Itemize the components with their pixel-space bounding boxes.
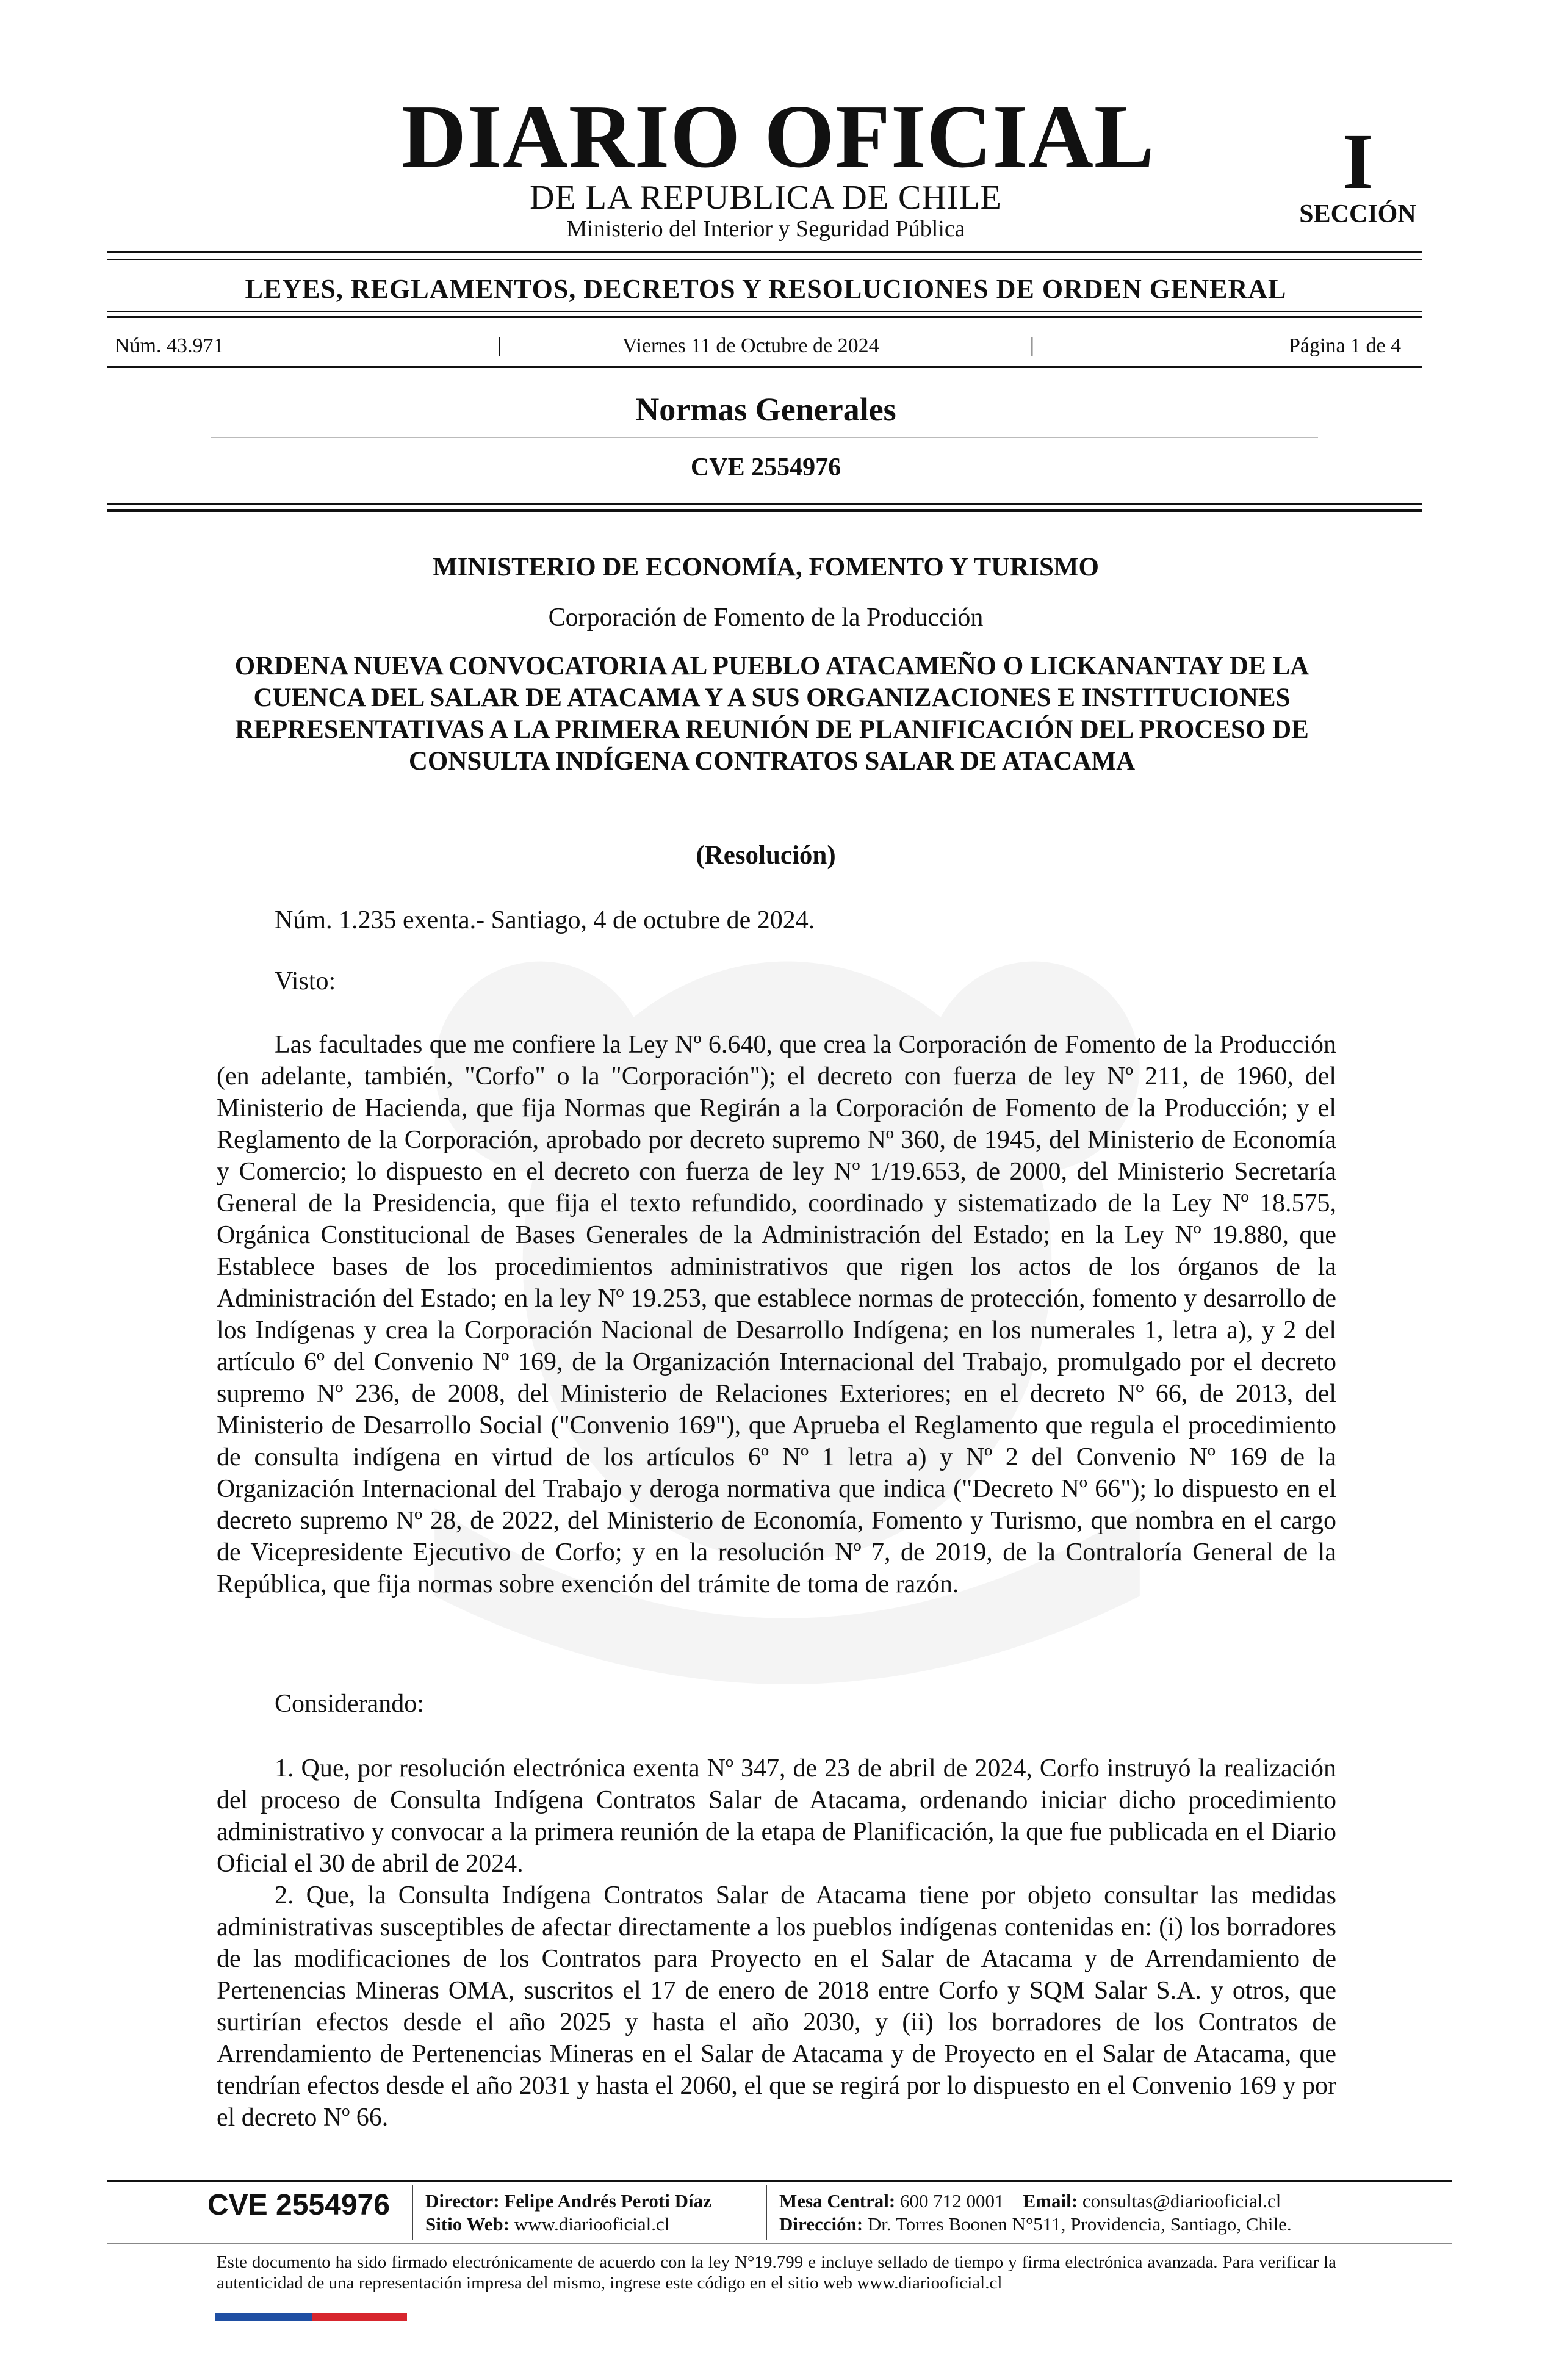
footer-divider-1: [412, 2185, 413, 2240]
address-label: Dirección:: [779, 2213, 863, 2235]
page-indicator: Página 1 de 4: [1289, 334, 1402, 357]
considerando-paragraph-2: 2. Que, la Consulta Indígena Contratos Salar de Atacama tiene por objeto consultar las medidas administrativas susceptibles de afectar directamente a los pueblos indígenas contenidas en: (i) los borradores de las modificaciones de los Contratos para Proyecto en el Salar de Atacama y de Arrendamiento de Pertenencias Mineras OMA, suscritos el 17 de enero de 2018 entre Corfo y SQM Salar S.A. y otros, que surtirían efectos desde el año 2025 y hasta el año 2030, y (ii) los borradores de los Contratos de Arrendamiento de Pertenencias Mineras en el Salar de Atacama y de Proyecto en el Salar de Atacama, que tendrían efectos desde el año 2031 y hasta el 2060, el que se regirá por lo dispuesto en el Convenio 169 y por el decreto Nº 66.: [217, 1881, 1336, 2132]
header-band: LEYES, REGLAMENTOS, DECRETOS Y RESOLUCIONES DE ORDEN GENERAL: [245, 274, 1287, 304]
corporation-heading: Corporación de Fomento de la Producción: [548, 604, 984, 632]
section-title-rule: [211, 437, 1318, 438]
section-title: Normas Generales: [635, 391, 896, 428]
considerando-paragraph-1: 1. Que, por resolución electrónica exenta Nº 347, de 23 de abril de 2024, Corfo instruyó la realización del proceso de Consulta Indígena Contratos Salar de Atacama, ordenando iniciar dicho procedimiento administrativo y convocar a la primera reunión de la etapa de Planificación, la que fue publicada en el Diario Oficial el 30 de abril de 2024.: [217, 1754, 1336, 1878]
flag-bar-blue: [215, 2313, 312, 2321]
cve-rule-1: [107, 503, 1422, 505]
email-label: Email:: [1023, 2190, 1078, 2212]
meta-rule: [107, 366, 1422, 368]
cve-rule-2: [107, 509, 1422, 512]
meta-separator-1: |: [497, 334, 502, 357]
footer-divider-2: [766, 2185, 767, 2240]
phone-number: 600 712 0001: [900, 2190, 1004, 2212]
footer-note-rule: [107, 2243, 1452, 2244]
phone-label: Mesa Central:: [779, 2190, 896, 2212]
band-rule-bottom: [107, 316, 1422, 318]
address-text: Dr. Torres Boonen N°511, Providencia, Santiago, Chile.: [867, 2213, 1292, 2235]
flag-bar-red: [312, 2313, 407, 2321]
email-address[interactable]: consultas@diariooficial.cl: [1082, 2190, 1281, 2212]
section-number: I: [1342, 118, 1374, 206]
masthead-ministry: Ministerio del Interior y Seguridad Pública: [566, 216, 965, 242]
resolution-label: (Resolución): [696, 841, 836, 870]
footer-rule: [107, 2180, 1452, 2182]
director-name: Felipe Andrés Peroti Díaz: [504, 2190, 711, 2212]
masthead-rule-top: [107, 251, 1422, 253]
footer-signature-note: Este documento ha sido firmado electrónicamente de acuerdo con la ley N°19.799 e incluye sellado de tiempo y firma electrónica avanzada. Para verificar la autenticidad de una representación impresa del mismo, ingrese este código en el sitio web www.diariooficial.cl: [217, 2252, 1336, 2293]
masthead-title: DIARIO OFICIAL: [401, 87, 1155, 187]
issue-number: Núm. 43.971: [115, 334, 224, 357]
meta-separator-2: |: [1030, 334, 1034, 357]
masthead-subtitle: DE LA REPUBLICA DE CHILE: [530, 179, 1002, 217]
masthead-rule-bottom: [107, 259, 1422, 260]
footer-cve: CVE 2554976: [207, 2189, 390, 2221]
resolution-title: ORDENA NUEVA CONVOCATORIA AL PUEBLO ATACAMEÑO O LICKANANTAY DE LA CUENCA DEL SALAR DE ATACAMA Y A SUS ORGANIZACIONES E INSTITUCIONES REPRESENTATIVAS A LA PRIMERA REUNIÓN DE PLANIFICACIÓN DEL PROCESO DE CONSULTA INDÍGENA CONTRATOS SALAR DE ATACAMA: [234, 652, 1309, 776]
section-label: SECCIÓN: [1299, 200, 1416, 228]
footer-contact: [779, 2190, 1292, 2236]
considerando-label: Considerando:: [275, 1690, 424, 1718]
visto-label: Visto:: [275, 967, 336, 995]
cve-code: CVE 2554976: [690, 453, 841, 481]
resolution-number-line: Núm. 1.235 exenta.- Santiago, 4 de octubre de 2024.: [275, 906, 815, 934]
band-rule-top: [107, 311, 1422, 312]
site-url[interactable]: www.diariooficial.cl: [514, 2213, 670, 2235]
ministry-heading: MINISTERIO DE ECONOMÍA, FOMENTO Y TURISMO: [433, 553, 1099, 582]
issue-date: Viernes 11 de Octubre de 2024: [622, 334, 879, 357]
visto-paragraph: Las facultades que me confiere la Ley Nº 6.640, que crea la Corporación de Fomento de la Producción (en adelante, también, "Corfo" o la "Corporación"); el decreto con fuerza de ley Nº 211, de 1960, del Ministerio de Hacienda, que fija Normas que Regirán a la Corporación de Fomento de la Producción; y el Reglamento de la Corporación, aprobado por decreto supremo Nº 360, de 1945, del Ministerio de Economía y Comercio; lo dispuesto en el decreto con fuerza de ley Nº 1/19.653, de 2000, del Ministerio Secretaría General de la Presidencia, que fija el texto refundido, coordinado y sistematizado de la Ley Nº 18.575, Orgánica Constitucional de Bases Generales de la Administración del Estado; en la Ley Nº 19.880, que Establece bases de los procedimientos administrativos que rigen los actos de los órganos de la Administración del Estado; en la ley Nº 19.253, que establece normas de protección, fomento y desarrollo de los Indígenas y crea la Corporación Nacional de Desarrollo Indígena; en los numerales 1, letra a), y 2 del artículo 6º del Convenio Nº 169, de la Organización Internacional del Trabajo, promulgado por el decreto supremo Nº 236, de 2008, del Ministerio de Relaciones Exteriores; en el decreto Nº 66, de 2013, del Ministerio de Desarrollo Social ("Convenio 169"), que Aprueba el Reglamento que regula el procedimiento de consulta indígena en virtud de los artículos 6º Nº 1 letra a) y Nº 2 del Convenio Nº 169 de la Organización Internacional del Trabajo y deroga normativa que indica ("Decreto Nº 66"); lo dispuesto en el decreto supremo Nº 28, de 2022, del Ministerio de Economía, Fomento y Turismo, que nombra en el cargo de Vicepresidente Ejecutivo de Corfo; y en la resolución Nº 7, de 2019, de la Contraloría General de la República, que fija normas sobre exención del trámite de toma de razón.: [217, 1031, 1336, 1598]
director-label: Director:: [425, 2190, 500, 2212]
site-label: Sitio Web:: [425, 2213, 510, 2235]
footer-director: [425, 2190, 711, 2236]
